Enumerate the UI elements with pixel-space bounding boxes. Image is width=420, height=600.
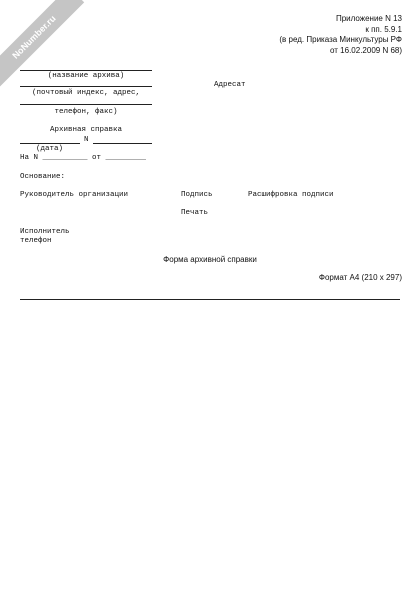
reference-number-label: N	[84, 136, 89, 144]
phone-caption: телефон, факс)	[54, 108, 118, 116]
executor-phone-label: телефон	[20, 237, 52, 245]
appendix-amendment: (в ред. Приказа Минкультуры РФ	[279, 35, 402, 44]
phone-line	[20, 104, 152, 105]
appendix-clause: к пп. 5.9.1	[365, 24, 402, 34]
reference-title: Архивная справка	[49, 126, 122, 134]
signature-decoding-label: Расшифровка подписи	[248, 191, 334, 199]
addressee-label: Адресат	[214, 81, 246, 89]
appendix-number: Приложение N 13	[335, 14, 402, 23]
watermark-ribbon: NoNumber.ru	[0, 0, 84, 87]
basis-label: Основание:	[20, 173, 66, 181]
form-title: Форма архивной справки	[163, 255, 257, 264]
archive-name-caption: (название архива)	[47, 72, 125, 80]
head-of-organization-label: Руководитель организации	[20, 191, 129, 199]
bottom-rule	[20, 299, 400, 300]
appendix-header	[279, 14, 402, 56]
reference-on-number-line: На N __________ от _________	[20, 154, 147, 162]
signature-label: Подпись	[181, 191, 213, 199]
reference-date-line	[20, 143, 80, 144]
reference-date-caption: (дата)	[36, 145, 64, 153]
reference-number-line	[93, 143, 152, 144]
postal-caption: (почтовый индекс, адрес,	[31, 89, 141, 97]
executor-label: Исполнитель	[20, 228, 70, 236]
appendix-amendment-date: от 16.02.2009 N 68)	[330, 45, 402, 55]
format-label: Формат А4 (210 x 297)	[318, 273, 402, 282]
postal-line	[20, 86, 152, 87]
archive-name-line	[20, 70, 152, 71]
stamp-label: Печать	[181, 209, 209, 217]
